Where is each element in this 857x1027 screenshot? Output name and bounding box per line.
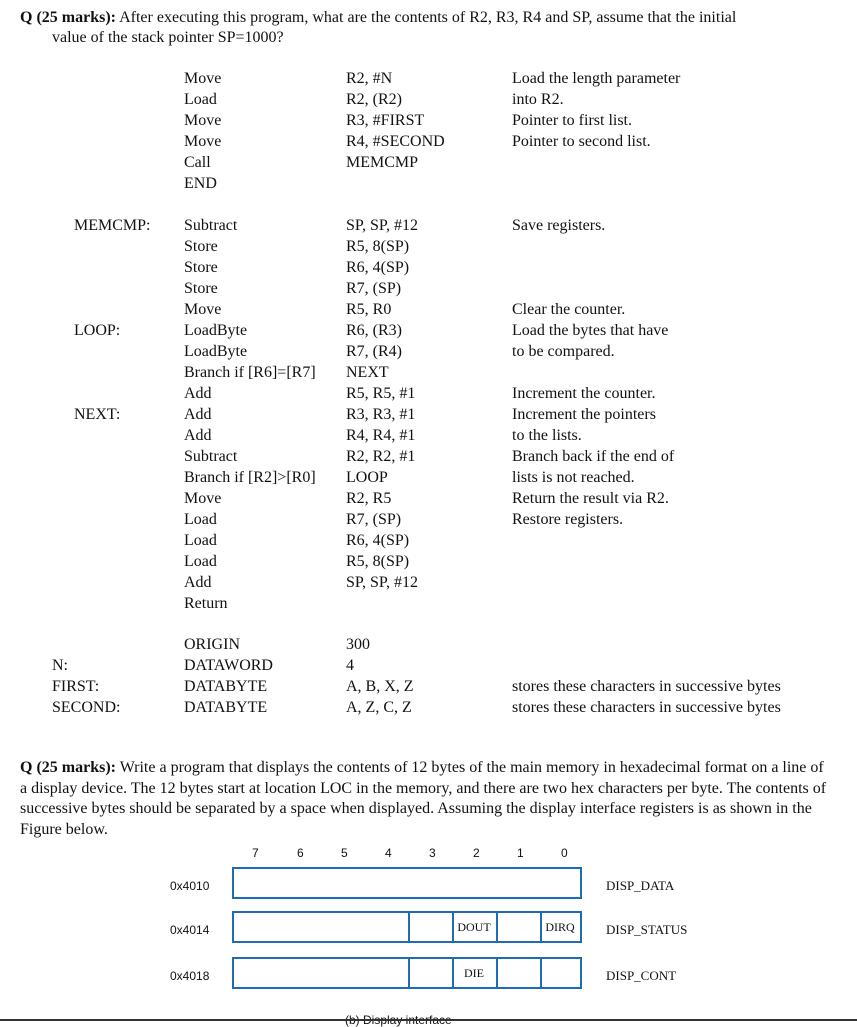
- question-1-marks: Q (25 marks):: [20, 9, 116, 26]
- die-flag: DIE: [464, 966, 484, 980]
- code-label: MEMCMP:: [74, 217, 151, 234]
- code-instruction: Store: [184, 259, 218, 276]
- code-instruction: Move: [184, 490, 222, 507]
- code-operand: R2, #N: [346, 70, 393, 87]
- bit-number: 1: [517, 846, 524, 860]
- code-label: FIRST:: [52, 678, 100, 695]
- code-comment: Restore registers.: [512, 511, 624, 528]
- code-instruction: Add: [184, 574, 212, 591]
- code-comment: Pointer to first list.: [512, 112, 632, 129]
- code-instruction: Call: [184, 154, 211, 171]
- code-instruction: END: [184, 175, 217, 192]
- code-instruction: Move: [184, 301, 222, 318]
- code-operand: R6, 4(SP): [346, 532, 410, 549]
- register-cell: [540, 959, 580, 987]
- bit-number: 4: [385, 846, 392, 860]
- register-address: 0x4018: [170, 969, 210, 983]
- code-comment: to the lists.: [512, 427, 582, 444]
- bit-number: 2: [473, 846, 480, 860]
- code-operand: LOOP: [346, 469, 388, 486]
- divider: [0, 1019, 857, 1021]
- code-operand: R2, R2, #1: [346, 448, 416, 465]
- code-label: N:: [52, 657, 68, 674]
- code-instruction: Store: [184, 238, 218, 255]
- code-instruction: Move: [184, 133, 222, 150]
- code-operand: SP, SP, #12: [346, 217, 419, 234]
- code-instruction: Load: [184, 532, 217, 549]
- code-operand: MEMCMP: [346, 154, 419, 171]
- code-operand: NEXT: [346, 364, 389, 381]
- code-comment: Return the result via R2.: [512, 490, 669, 507]
- bit-number: 5: [341, 846, 348, 860]
- disp-data-register: [232, 867, 582, 899]
- register-cell: [408, 913, 452, 941]
- dout-flag: DOUT: [457, 920, 491, 934]
- register-address: 0x4014: [170, 923, 210, 937]
- code-instruction: Subtract: [184, 217, 238, 234]
- code-instruction: Add: [184, 406, 212, 423]
- code-instruction: Load: [184, 91, 217, 108]
- question-1-text-line2: value of the stack pointer SP=1000?: [52, 29, 284, 46]
- code-comment: Increment the counter.: [512, 385, 656, 402]
- code-operand: R7, (R4): [346, 343, 402, 360]
- code-instruction: Load: [184, 511, 217, 528]
- code-comment: into R2.: [512, 91, 564, 108]
- register-cell: [496, 913, 540, 941]
- code-comment: Load the length parameter: [512, 70, 681, 87]
- code-operand: A, Z, C, Z: [346, 699, 412, 716]
- code-operand: R4, #SECOND: [346, 133, 445, 150]
- code-comment: Increment the pointers: [512, 406, 656, 423]
- code-instruction: Subtract: [184, 448, 238, 465]
- code-instruction: Load: [184, 553, 217, 570]
- code-comment: Pointer to second list.: [512, 133, 651, 150]
- code-operand: R5, R5, #1: [346, 385, 416, 402]
- code-operand: R5, 8(SP): [346, 238, 410, 255]
- code-operand: R3, R3, #1: [346, 406, 416, 423]
- code-operand: 4: [346, 657, 354, 674]
- code-instruction: LoadByte: [184, 343, 248, 360]
- code-comment: Load the bytes that have: [512, 322, 669, 339]
- code-comment: Branch back if the end of: [512, 448, 675, 465]
- question-1-text-line1: After executing this program, what are the contents of R2, R3, R4 and SP, assume that the initial: [115, 9, 737, 26]
- code-operand: R2, (R2): [346, 91, 402, 108]
- register-cell: [496, 959, 540, 987]
- register-address: 0x4010: [170, 879, 210, 893]
- code-comment: Save registers.: [512, 217, 606, 234]
- question-2-text: Write a program that displays the contents of 12 bytes of the main memory in hexadecimal format on a line of a display device. The 12 bytes start at location LOC in the memory, and there are two hex characters per byte. The contents of successive bytes should be separated by a space when displayed. Assuming the display interface registers is as shown in the Figure below.: [20, 759, 827, 838]
- code-operand: A, B, X, Z: [346, 678, 414, 695]
- bit-number: 6: [297, 846, 304, 860]
- code-operand: SP, SP, #12: [346, 574, 419, 591]
- disp-cont-register: [232, 957, 582, 989]
- code-comment: Clear the counter.: [512, 301, 626, 318]
- code-label: LOOP:: [74, 322, 121, 339]
- code-instruction: Add: [184, 427, 212, 444]
- code-instruction: Branch if [R6]=[R7]: [184, 364, 316, 381]
- code-comment: stores these characters in successive bytes: [512, 678, 781, 695]
- code-instruction: Move: [184, 70, 222, 87]
- code-instruction: DATABYTE: [184, 699, 268, 716]
- code-instruction: LoadByte: [184, 322, 248, 339]
- code-instruction: Return: [184, 595, 228, 612]
- register-name: DISP_DATA: [606, 878, 675, 893]
- code-instruction: Move: [184, 112, 222, 129]
- code-operand: R3, #FIRST: [346, 112, 425, 129]
- code-label: SECOND:: [52, 699, 121, 716]
- question-2: [20, 758, 832, 840]
- code-operand: R2, R5: [346, 490, 392, 507]
- code-instruction: Store: [184, 280, 218, 297]
- code-operand: R7, (SP): [346, 511, 402, 528]
- code-instruction: Add: [184, 385, 212, 402]
- bit-number: 0: [561, 846, 568, 860]
- register-cell: [408, 959, 452, 987]
- question-1: [20, 8, 840, 48]
- bit-number: 7: [252, 846, 259, 860]
- code-instruction: ORIGIN: [184, 636, 240, 653]
- bit-number: 3: [429, 846, 436, 860]
- disp-status-register: [232, 911, 582, 943]
- code-operand: R5, R0: [346, 301, 392, 318]
- code-operand: R5, 8(SP): [346, 553, 410, 570]
- display-interface-figure: [0, 843, 857, 1024]
- code-comment: lists is not reached.: [512, 469, 635, 486]
- question-2-marks: Q (25 marks):: [20, 759, 116, 776]
- code-comment: to be compared.: [512, 343, 615, 360]
- code-instruction: DATABYTE: [184, 678, 268, 695]
- dirq-flag: DIRQ: [545, 920, 575, 934]
- code-instruction: DATAWORD: [184, 657, 273, 674]
- code-operand: 300: [346, 636, 370, 653]
- code-operand: R4, R4, #1: [346, 427, 416, 444]
- code-instruction: Branch if [R2]>[R0]: [184, 469, 316, 486]
- code-operand: R6, (R3): [346, 322, 402, 339]
- register-name: DISP_CONT: [606, 968, 677, 983]
- code-operand: R7, (SP): [346, 280, 402, 297]
- code-comment: stores these characters in successive bytes: [512, 699, 781, 716]
- register-name: DISP_STATUS: [606, 922, 688, 937]
- code-label: NEXT:: [74, 406, 121, 423]
- code-operand: R6, 4(SP): [346, 259, 410, 276]
